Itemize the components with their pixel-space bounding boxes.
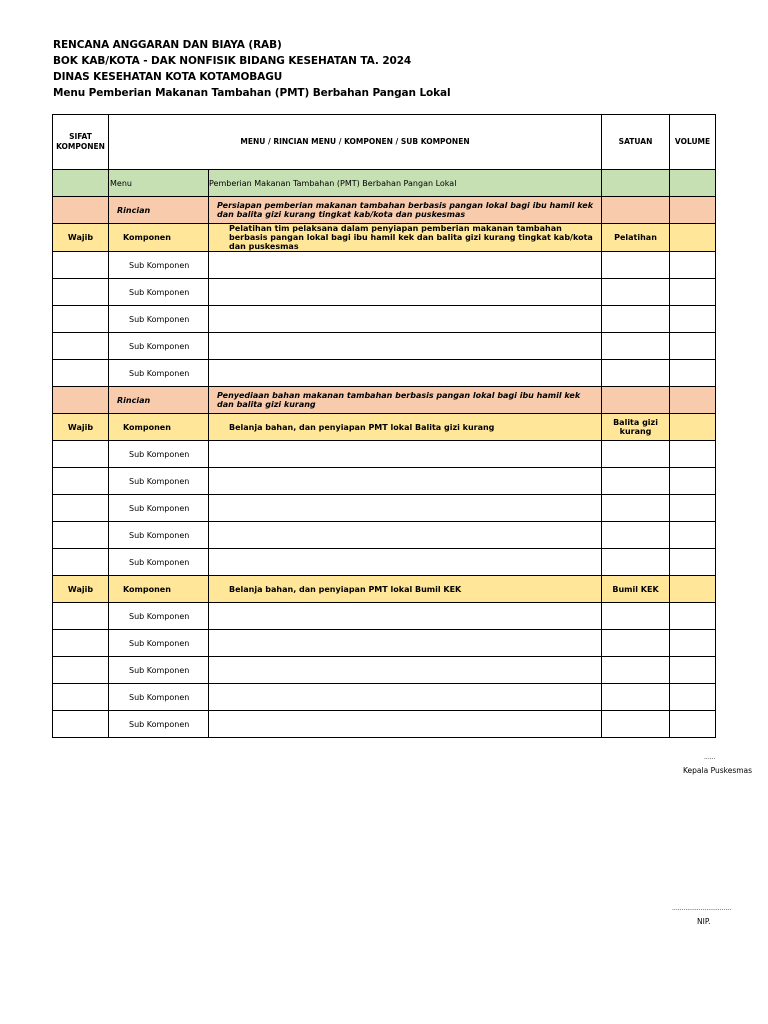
cell-sifat (53, 522, 109, 549)
cell-volume (670, 333, 716, 360)
cell-volume (670, 414, 716, 441)
cell-volume (670, 468, 716, 495)
sub-row (53, 468, 716, 495)
cell-satuan (602, 630, 670, 657)
cell-sifat (53, 170, 109, 197)
cell-satuan (602, 279, 670, 306)
cell-level-label: Sub Komponen (109, 333, 209, 360)
cell-satuan (602, 252, 670, 279)
col-header-menu: MENU / RINCIAN MENU / KOMPONEN / SUB KOMPONEN (109, 115, 602, 170)
cell-sifat (53, 549, 109, 576)
cell-description: Penyediaan bahan makanan tambahan berbasis pangan lokal bagi ibu hamil kek dan balita gizi kurang (209, 387, 602, 414)
cell-sifat (53, 711, 109, 738)
cell-level-label: Sub Komponen (109, 630, 209, 657)
cell-sifat (53, 657, 109, 684)
cell-satuan (602, 522, 670, 549)
cell-description (209, 549, 602, 576)
cell-volume (670, 170, 716, 197)
cell-volume (670, 576, 716, 603)
cell-level-label: Rincian (109, 197, 209, 224)
doc-menu-title: Menu Pemberian Makanan Tambahan (PMT) Berbahan Pangan Lokal (53, 87, 451, 99)
cell-sifat (53, 333, 109, 360)
sub-row (53, 549, 716, 576)
cell-level-label: Sub Komponen (109, 441, 209, 468)
cell-description (209, 711, 602, 738)
cell-sifat (53, 603, 109, 630)
doc-institution: DINAS KESEHATAN KOTA KOTAMOBAGU (53, 71, 283, 83)
cell-volume (670, 360, 716, 387)
signature-place-dots: ...... (704, 754, 716, 761)
cell-level-label: Sub Komponen (109, 495, 209, 522)
cell-volume (670, 657, 716, 684)
cell-sifat (53, 468, 109, 495)
cell-satuan: Balita gizi kurang (602, 414, 670, 441)
sub-row (53, 630, 716, 657)
cell-level-label: Rincian (109, 387, 209, 414)
cell-description (209, 630, 602, 657)
cell-description: Belanja bahan, dan penyiapan PMT lokal Bumil KEK (209, 576, 602, 603)
cell-sifat (53, 630, 109, 657)
cell-volume (670, 711, 716, 738)
cell-volume (670, 197, 716, 224)
cell-description: Belanja bahan, dan penyiapan PMT lokal Balita gizi kurang (209, 414, 602, 441)
cell-description (209, 441, 602, 468)
cell-description (209, 684, 602, 711)
komponen-row (53, 224, 716, 252)
cell-level-label: Sub Komponen (109, 252, 209, 279)
cell-satuan (602, 306, 670, 333)
cell-level-label: Sub Komponen (109, 711, 209, 738)
cell-volume (670, 549, 716, 576)
menu-row (53, 170, 716, 197)
cell-volume (670, 279, 716, 306)
cell-volume (670, 387, 716, 414)
cell-volume (670, 630, 716, 657)
sub-row (53, 333, 716, 360)
cell-level-label: Sub Komponen (109, 522, 209, 549)
sub-row (53, 279, 716, 306)
col-header-volume: VOLUME (670, 115, 716, 170)
cell-satuan (602, 603, 670, 630)
sub-row (53, 522, 716, 549)
cell-sifat (53, 684, 109, 711)
document-header (53, 37, 451, 101)
cell-description (209, 468, 602, 495)
sub-row (53, 495, 716, 522)
cell-description (209, 306, 602, 333)
cell-satuan (602, 387, 670, 414)
cell-sifat (53, 197, 109, 224)
cell-level-label: Komponen (109, 414, 209, 441)
col-header-satuan: SATUAN (602, 115, 670, 170)
cell-level-label: Sub Komponen (109, 468, 209, 495)
doc-title: RENCANA ANGGARAN DAN BIAYA (RAB) (53, 39, 282, 51)
cell-level-label: Sub Komponen (109, 279, 209, 306)
cell-level-label: Sub Komponen (109, 360, 209, 387)
cell-description (209, 657, 602, 684)
cell-sifat (53, 306, 109, 333)
cell-description: Pelatihan tim pelaksana dalam penyiapan pemberian makanan tambahan berbasis pangan lokal bagi ibu hamil kek dan balita gizi kurang tingkat kab/kota dan puskesmas (209, 224, 602, 252)
cell-satuan (602, 711, 670, 738)
cell-level-label: Menu (109, 170, 209, 197)
sub-row (53, 657, 716, 684)
col-header-sifat: SIFAT KOMPONEN (53, 115, 109, 170)
cell-level-label: Sub Komponen (109, 684, 209, 711)
signature-nip: NIP. (697, 917, 711, 926)
cell-satuan (602, 360, 670, 387)
cell-satuan (602, 197, 670, 224)
cell-satuan (602, 495, 670, 522)
cell-description: Persiapan pemberian makanan tambahan berbasis pangan lokal bagi ibu hamil kek dan balita gizi kurang tingkat kab/kota dan puskesmas (209, 197, 602, 224)
cell-description (209, 495, 602, 522)
cell-description (209, 360, 602, 387)
cell-description (209, 522, 602, 549)
cell-level-label: Sub Komponen (109, 549, 209, 576)
cell-volume (670, 495, 716, 522)
cell-satuan: Pelatihan (602, 224, 670, 252)
cell-description: Pemberian Makanan Tambahan (PMT) Berbahan Pangan Lokal (209, 170, 602, 197)
cell-satuan (602, 441, 670, 468)
cell-description (209, 279, 602, 306)
cell-level-label: Komponen (109, 576, 209, 603)
cell-volume (670, 522, 716, 549)
sub-row (53, 603, 716, 630)
cell-volume (670, 306, 716, 333)
cell-satuan (602, 333, 670, 360)
rincian-row (53, 387, 716, 414)
sub-row (53, 360, 716, 387)
sub-row (53, 306, 716, 333)
cell-satuan (602, 170, 670, 197)
cell-satuan (602, 684, 670, 711)
cell-volume (670, 224, 716, 252)
cell-sifat (53, 360, 109, 387)
rab-table (52, 114, 716, 738)
doc-program: BOK KAB/KOTA - DAK NONFISIK BIDANG KESEHATAN TA. 2024 (53, 55, 412, 67)
cell-satuan (602, 468, 670, 495)
cell-satuan (602, 549, 670, 576)
signature-title: Kepala Puskesmas (683, 766, 753, 775)
komponen-row (53, 576, 716, 603)
cell-sifat: Wajib (53, 414, 109, 441)
cell-level-label: Komponen (109, 224, 209, 252)
cell-volume (670, 441, 716, 468)
signature-name-dots: ............................... (672, 905, 732, 912)
table-header-row (53, 115, 716, 170)
cell-sifat (53, 387, 109, 414)
sub-row (53, 684, 716, 711)
cell-sifat: Wajib (53, 224, 109, 252)
sub-row (53, 252, 716, 279)
cell-sifat: Wajib (53, 576, 109, 603)
cell-description (209, 252, 602, 279)
cell-satuan (602, 657, 670, 684)
cell-sifat (53, 441, 109, 468)
cell-satuan: Bumil KEK (602, 576, 670, 603)
cell-level-label: Sub Komponen (109, 603, 209, 630)
cell-volume (670, 252, 716, 279)
cell-sifat (53, 252, 109, 279)
cell-sifat (53, 495, 109, 522)
sub-row (53, 441, 716, 468)
komponen-row (53, 414, 716, 441)
cell-level-label: Sub Komponen (109, 306, 209, 333)
sub-row (53, 711, 716, 738)
cell-description (209, 603, 602, 630)
cell-level-label: Sub Komponen (109, 657, 209, 684)
cell-volume (670, 684, 716, 711)
cell-sifat (53, 279, 109, 306)
cell-volume (670, 603, 716, 630)
rincian-row (53, 197, 716, 224)
cell-description (209, 333, 602, 360)
